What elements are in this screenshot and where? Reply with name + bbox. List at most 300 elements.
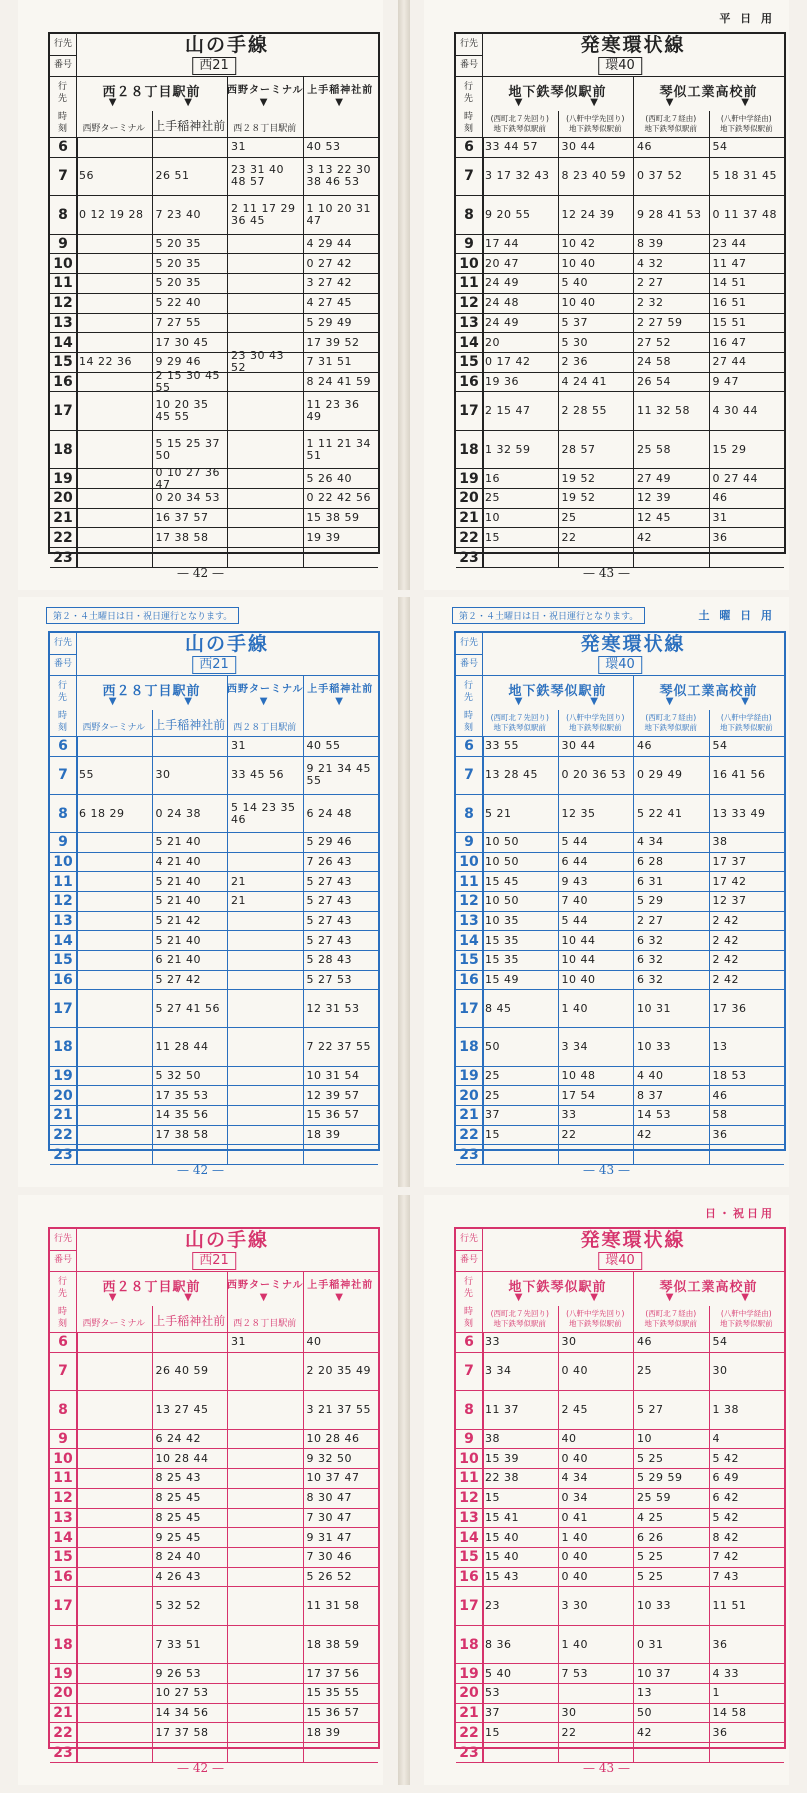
- arrow-down-icon: ▼: [259, 97, 268, 108]
- hour-label: 9: [456, 1430, 484, 1449]
- hour-row-21: [456, 509, 784, 529]
- departure-minutes: 0 27 42: [303, 254, 379, 273]
- departure-minutes: 42: [633, 1126, 709, 1145]
- departure-minutes: 17 35 53: [152, 1086, 228, 1105]
- hour-row-9: [50, 1430, 378, 1450]
- time-label-1: 時: [464, 711, 474, 721]
- departure-minutes: 2 36: [558, 353, 634, 372]
- departure-minutes: 36: [709, 1126, 785, 1145]
- departure-minutes: 36: [709, 1723, 785, 1742]
- divider: [709, 1306, 710, 1332]
- departure-minutes: 9 47: [709, 373, 785, 392]
- divider: [633, 676, 634, 736]
- departure-minutes: 53: [485, 1686, 500, 1700]
- departure-minutes: 25: [633, 1353, 709, 1390]
- divider: [303, 77, 304, 137]
- departure-minutes: 31: [227, 1333, 303, 1352]
- via-stop: (八軒中学先回り) 地下鉄琴似駅前: [566, 114, 625, 133]
- hour-row-16: [50, 1568, 378, 1588]
- departure-minutes: 26 51: [152, 158, 228, 195]
- departure-minutes: [227, 1626, 303, 1663]
- departure-minutes: [76, 548, 152, 567]
- departure-minutes: 15: [485, 530, 500, 544]
- departure-minutes: 9 25 45: [152, 1528, 228, 1547]
- departure-minutes: [227, 1528, 303, 1547]
- hour-row-18: [456, 431, 784, 469]
- departure-minutes: 31: [227, 737, 303, 756]
- departure-minutes: [227, 1489, 303, 1508]
- arrow-down-icon: ▼: [665, 97, 674, 108]
- page-number: — 42 —: [177, 566, 224, 580]
- hour-label: 17: [456, 1587, 484, 1624]
- departure-minutes: [76, 872, 152, 891]
- route-type-label: 行先: [456, 1229, 483, 1251]
- book-spine: [398, 1195, 410, 1785]
- departure-minutes: 12 39 57: [303, 1086, 379, 1105]
- departure-minutes: 50: [633, 1704, 709, 1723]
- departure-minutes: [76, 528, 152, 547]
- departure-minutes: 24 49: [485, 315, 519, 329]
- departure-minutes: [558, 1145, 634, 1164]
- departure-minutes: 5 15 25 37 50: [152, 431, 228, 468]
- direction-dest: 上手稲神社前: [307, 684, 374, 695]
- hour-label: 18: [456, 1626, 484, 1663]
- direction-dest: 琴似工業高校前: [659, 1280, 758, 1295]
- hour-row-20: [50, 1684, 378, 1704]
- departure-minutes: [76, 274, 152, 293]
- departure-minutes: [303, 548, 379, 567]
- departure-minutes: 15: [485, 1491, 500, 1505]
- departure-minutes: [227, 951, 303, 970]
- departure-minutes: 10 27 53: [152, 1684, 228, 1703]
- route-code: 西21: [192, 656, 236, 674]
- departure-minutes: [227, 469, 303, 488]
- hour-row-15: [50, 951, 378, 971]
- hour-label: 7: [456, 1353, 484, 1390]
- departure-minutes: 9 43: [558, 872, 634, 891]
- divider: [633, 77, 634, 137]
- departure-minutes: [482, 1743, 558, 1762]
- departure-minutes: 6 18 29: [79, 806, 125, 820]
- departure-minutes: 4 32: [633, 254, 709, 273]
- departure-minutes: 5 14 23 35 46: [227, 795, 303, 832]
- hour-row-9: [456, 833, 784, 853]
- hour-label: 16: [456, 971, 484, 990]
- hour-row-15: [456, 1548, 784, 1568]
- hour-label: 22: [50, 1723, 78, 1742]
- hour-row-9: [50, 833, 378, 853]
- hour-label: 8: [456, 196, 484, 233]
- departure-minutes: [76, 1106, 152, 1125]
- departure-minutes: 7 30 47: [303, 1509, 379, 1528]
- hour-label: 17: [50, 990, 78, 1027]
- hour-label: 7: [456, 757, 484, 794]
- hour-label: 12: [456, 1489, 484, 1508]
- departure-minutes: 8 24 40: [152, 1548, 228, 1567]
- departure-minutes: [227, 392, 303, 429]
- departure-minutes: 17 38 58: [152, 528, 228, 547]
- departure-minutes: 14 34 56: [152, 1704, 228, 1723]
- hour-row-13: [456, 1509, 784, 1529]
- departure-minutes: 8 45: [485, 1001, 512, 1015]
- departure-minutes: [76, 853, 152, 872]
- direction-dest: 上手稲神社前: [307, 1280, 374, 1291]
- hour-label: 13: [456, 912, 484, 931]
- hour-row-22: [456, 1723, 784, 1743]
- hour-row-12: [50, 1489, 378, 1509]
- hour-label: 20: [50, 1684, 78, 1703]
- hour-label: 18: [456, 1028, 484, 1065]
- departure-minutes: 7 26 43: [303, 853, 379, 872]
- departure-minutes: [76, 1704, 152, 1723]
- departure-minutes: 10 28 46: [303, 1430, 379, 1449]
- departure-minutes: [303, 1145, 379, 1164]
- direction-header: [50, 676, 378, 737]
- hour-label: 7: [456, 158, 484, 195]
- departure-minutes: [227, 971, 303, 990]
- departure-minutes: 2 45: [558, 1391, 634, 1428]
- hour-label: 23: [456, 548, 484, 567]
- departure-minutes: 10 37 47: [303, 1469, 379, 1488]
- hour-row-13: [50, 314, 378, 334]
- hour-label: 18: [50, 1028, 78, 1065]
- dir-label-2: 先: [58, 94, 68, 104]
- departure-minutes: 4: [709, 1430, 785, 1449]
- hour-row-13: [456, 912, 784, 932]
- departure-minutes: 0 12 19 28: [79, 207, 144, 221]
- departure-minutes: 2 32: [633, 294, 709, 313]
- departure-minutes: 5 27 43: [303, 912, 379, 931]
- departure-minutes: 17 37 58: [152, 1723, 228, 1742]
- departure-minutes: [633, 548, 709, 567]
- day-label: 土 曜 日 用: [698, 609, 775, 622]
- time-label-2: 刻: [58, 124, 68, 134]
- direction-1: [227, 676, 303, 736]
- hour-label: 10: [50, 1449, 78, 1468]
- departure-minutes: 22: [558, 1723, 634, 1742]
- hour-row-16: [50, 971, 378, 991]
- hour-label: 15: [456, 1548, 484, 1567]
- via-stop: 西野ターミナル: [82, 124, 146, 134]
- departure-minutes: 4 25: [633, 1509, 709, 1528]
- departure-minutes: 18 39: [303, 1126, 379, 1145]
- departure-minutes: 19 52: [558, 489, 634, 508]
- departure-minutes: 2 28 55: [558, 392, 634, 429]
- hour-label: 12: [50, 892, 78, 911]
- hour-label: 9: [50, 1430, 78, 1449]
- departure-minutes: 5 30: [558, 333, 634, 352]
- departure-minutes: [76, 1353, 152, 1390]
- hour-row-19: [456, 1067, 784, 1087]
- departure-minutes: 11 23 36 49: [303, 392, 379, 429]
- departure-minutes: [227, 1430, 303, 1449]
- departure-minutes: 18 53: [709, 1067, 785, 1086]
- departure-minutes: 17 42: [709, 872, 785, 891]
- departure-minutes: 26 40 59: [152, 1353, 228, 1390]
- departure-minutes: [76, 1568, 152, 1587]
- departure-minutes: [227, 1353, 303, 1390]
- departure-minutes: 28 57: [558, 431, 634, 468]
- divider: [152, 1306, 153, 1332]
- departure-minutes: 2 11 17 29 36 45: [227, 196, 303, 233]
- hour-row-18: [50, 431, 378, 469]
- departure-minutes: 19 52: [558, 469, 634, 488]
- hour-label: 19: [50, 1664, 78, 1683]
- departure-minutes: 33: [558, 1106, 634, 1125]
- arrow-down-icon: ▼: [108, 1292, 117, 1303]
- hour-label: 15: [50, 951, 78, 970]
- departure-minutes: 0 40: [558, 1568, 634, 1587]
- departure-minutes: 10 40: [558, 971, 634, 990]
- departure-minutes: 5 40: [485, 1666, 512, 1680]
- hour-row-15: [456, 353, 784, 373]
- departure-minutes: 5 27 43: [303, 931, 379, 950]
- hour-row-23: [456, 1145, 784, 1165]
- route-code: 西21: [192, 1252, 236, 1270]
- departure-minutes: 46: [709, 1086, 785, 1105]
- page-right: [424, 0, 789, 590]
- departure-minutes: 30: [558, 1333, 634, 1352]
- departure-minutes: 0 20 36 53: [558, 757, 634, 794]
- departure-minutes: 20 47: [485, 256, 519, 270]
- departure-minutes: [227, 489, 303, 508]
- hour-row-16: [456, 971, 784, 991]
- hour-row-17: [456, 1587, 784, 1625]
- departure-minutes: [558, 1684, 634, 1703]
- hour-label: 14: [50, 1528, 78, 1547]
- departure-minutes: 5 20 35: [152, 235, 228, 254]
- departure-minutes: [227, 1106, 303, 1125]
- departure-minutes: 5 22 40: [152, 294, 228, 313]
- via-stop: (八軒中学経由) 地下鉄琴似駅前: [720, 713, 773, 732]
- hour-row-7: [456, 158, 784, 196]
- departure-minutes: 5 27 43: [303, 872, 379, 891]
- hour-label: 10: [456, 254, 484, 273]
- via-stop: 西２８丁目駅前: [233, 723, 297, 733]
- departure-minutes: [227, 1568, 303, 1587]
- departure-minutes: 0 40: [558, 1449, 634, 1468]
- divider: [227, 676, 228, 736]
- departure-minutes: 7 30 46: [303, 1548, 379, 1567]
- direction-dest: 西野ターミナル: [227, 684, 304, 695]
- hour-row-10: [50, 853, 378, 873]
- departure-minutes: 42: [633, 1723, 709, 1742]
- departure-minutes: 42: [633, 528, 709, 547]
- time-label-2: 刻: [58, 723, 68, 733]
- departure-minutes: 8 25 43: [152, 1469, 228, 1488]
- hour-row-10: [50, 1449, 378, 1469]
- hour-row-21: [50, 1704, 378, 1724]
- departure-minutes: [76, 931, 152, 950]
- departure-minutes: 12 24 39: [558, 196, 634, 233]
- hour-row-9: [456, 235, 784, 255]
- departure-minutes: 54: [709, 1333, 785, 1352]
- departure-minutes: 0 41: [558, 1509, 634, 1528]
- hour-row-14: [50, 1528, 378, 1548]
- departure-minutes: 3 34: [485, 1364, 512, 1378]
- departure-minutes: 33 55: [485, 739, 519, 753]
- hour-row-12: [50, 892, 378, 912]
- hour-label: 21: [50, 509, 78, 528]
- via-stop: (西町北７先回り) 地下鉄琴似駅前: [490, 713, 549, 732]
- departure-minutes: [152, 548, 228, 567]
- hour-row-17: [456, 392, 784, 430]
- departure-minutes: [227, 1587, 303, 1624]
- departure-minutes: 6 32: [633, 931, 709, 950]
- departure-minutes: [227, 1743, 303, 1762]
- hour-row-8: [50, 1391, 378, 1429]
- via-stop: (西町北７経由) 地下鉄琴似駅前: [644, 114, 697, 133]
- departure-minutes: 7 43: [709, 1568, 785, 1587]
- via-stop: (西町北７先回り) 地下鉄琴似駅前: [490, 114, 549, 133]
- hour-row-22: [456, 1126, 784, 1146]
- departure-minutes: 22: [558, 1126, 634, 1145]
- hour-label: 11: [456, 1469, 484, 1488]
- via-stop: 上手稲神社前: [153, 119, 226, 133]
- arrow-down-icon: ▼: [335, 1292, 343, 1303]
- timetable: [454, 1227, 786, 1761]
- hour-row-15: [50, 1548, 378, 1568]
- departure-minutes: 5 29 59: [633, 1469, 709, 1488]
- hour-label: 7: [50, 1353, 78, 1390]
- departure-minutes: 27 52: [633, 333, 709, 352]
- hour-label: 23: [50, 548, 78, 567]
- departure-minutes: 15 40: [485, 1550, 519, 1564]
- departure-minutes: [227, 548, 303, 567]
- hour-row-20: [456, 1684, 784, 1704]
- hour-label: 11: [50, 1469, 78, 1488]
- arrow-down-icon: ▼: [108, 97, 117, 108]
- hour-label: 10: [50, 254, 78, 273]
- departure-minutes: 40 55: [303, 737, 379, 756]
- departure-minutes: 37: [485, 1706, 500, 1720]
- departure-minutes: 5 32 50: [152, 1067, 228, 1086]
- service-notice: 第２・４土曜日は日・祝日運行となります。: [46, 607, 239, 624]
- hour-row-8: [456, 196, 784, 234]
- departure-minutes: 10: [633, 1430, 709, 1449]
- departure-minutes: 24 49: [485, 276, 519, 290]
- departure-minutes: 25: [485, 1069, 500, 1082]
- hour-label: 13: [456, 314, 484, 333]
- hour-label: 15: [50, 1548, 78, 1567]
- departure-minutes: 5 27 41 56: [152, 990, 228, 1027]
- hour-label: 9: [456, 235, 484, 254]
- departure-minutes: [227, 294, 303, 313]
- divider: [558, 1306, 559, 1332]
- hour-row-13: [456, 314, 784, 334]
- hour-row-20: [50, 489, 378, 509]
- departure-minutes: 9 20 55: [485, 207, 531, 221]
- timetable: [454, 631, 786, 1163]
- departure-minutes: [152, 737, 228, 756]
- hour-label: 13: [50, 1509, 78, 1528]
- departure-minutes: 40: [303, 1333, 379, 1352]
- departure-minutes: 6 32: [633, 951, 709, 970]
- direction-header: [456, 1272, 784, 1333]
- hour-label: 22: [50, 1126, 78, 1145]
- departure-minutes: [76, 254, 152, 273]
- hour-row-13: [50, 1509, 378, 1529]
- timetable-header: [456, 34, 784, 77]
- hour-label: 11: [50, 872, 78, 891]
- hour-label: 21: [456, 509, 484, 528]
- departure-minutes: 0 34: [558, 1489, 634, 1508]
- departure-minutes: 11 47: [709, 254, 785, 273]
- departure-minutes: 10: [485, 511, 500, 525]
- departure-minutes: 1 10 20 31 47: [303, 196, 379, 233]
- hour-row-23: [50, 548, 378, 568]
- departure-minutes: [227, 912, 303, 931]
- hour-label: 20: [456, 1684, 484, 1703]
- departure-minutes: 40: [558, 1430, 634, 1449]
- departure-minutes: 25 58: [633, 431, 709, 468]
- departure-minutes: 8 25 45: [152, 1489, 228, 1508]
- dir-label-1: 行: [58, 82, 68, 92]
- hour-label: 22: [456, 528, 484, 547]
- departure-minutes: 8 30 47: [303, 1489, 379, 1508]
- divider: [558, 111, 559, 137]
- divider: [152, 710, 153, 736]
- departure-minutes: 15 35: [485, 933, 519, 947]
- hour-row-19: [50, 465, 378, 491]
- hour-row-17: [456, 990, 784, 1028]
- divider: [227, 77, 228, 137]
- departure-minutes: [227, 235, 303, 254]
- departure-minutes: 8 23 40 59: [558, 158, 634, 195]
- departure-minutes: 46: [709, 489, 785, 508]
- hour-row-11: [50, 274, 378, 294]
- departure-minutes: 6 28: [633, 853, 709, 872]
- departure-minutes: 5 21 40: [152, 872, 228, 891]
- dir-label-2: 先: [464, 94, 474, 104]
- hour-label: 8: [50, 1391, 78, 1428]
- departure-minutes: 7 40: [558, 892, 634, 911]
- departure-minutes: 31: [709, 509, 785, 528]
- departure-minutes: 25: [558, 509, 634, 528]
- hour-label: 14: [456, 931, 484, 950]
- departure-minutes: 33 45 56: [227, 757, 303, 794]
- departure-minutes: [76, 912, 152, 931]
- hour-row-21: [50, 509, 378, 529]
- departure-minutes: 4 40: [633, 1067, 709, 1086]
- departure-minutes: 17 44: [485, 236, 519, 250]
- departure-minutes: [633, 1145, 709, 1164]
- departure-minutes: 16 47: [709, 333, 785, 352]
- departure-minutes: 10 33: [633, 1587, 709, 1624]
- hour-row-22: [50, 1126, 378, 1146]
- departure-minutes: 15 41: [485, 1510, 519, 1524]
- departure-minutes: 26 54: [633, 373, 709, 392]
- direction-dest: 地下鉄琴似駅前: [508, 85, 607, 100]
- page-right: [424, 1195, 789, 1785]
- arrow-down-icon: ▼: [184, 1292, 192, 1303]
- departure-minutes: 14 35 56: [152, 1106, 228, 1125]
- hour-label: 9: [456, 833, 484, 852]
- page-number: — 43 —: [583, 566, 630, 580]
- departure-minutes: 5 27 43: [303, 892, 379, 911]
- hour-label: 15: [456, 951, 484, 970]
- departure-minutes: 5 32 52: [152, 1587, 228, 1624]
- hour-row-6: [456, 737, 784, 757]
- departure-minutes: [76, 1333, 152, 1352]
- page-number: — 43 —: [583, 1761, 630, 1775]
- departure-minutes: [482, 1145, 558, 1164]
- departure-minutes: 10 44: [558, 951, 634, 970]
- hour-label: 19: [50, 1067, 78, 1086]
- departure-minutes: 5 27 53: [303, 971, 379, 990]
- departure-minutes: [152, 138, 228, 157]
- departure-minutes: 56: [79, 169, 94, 183]
